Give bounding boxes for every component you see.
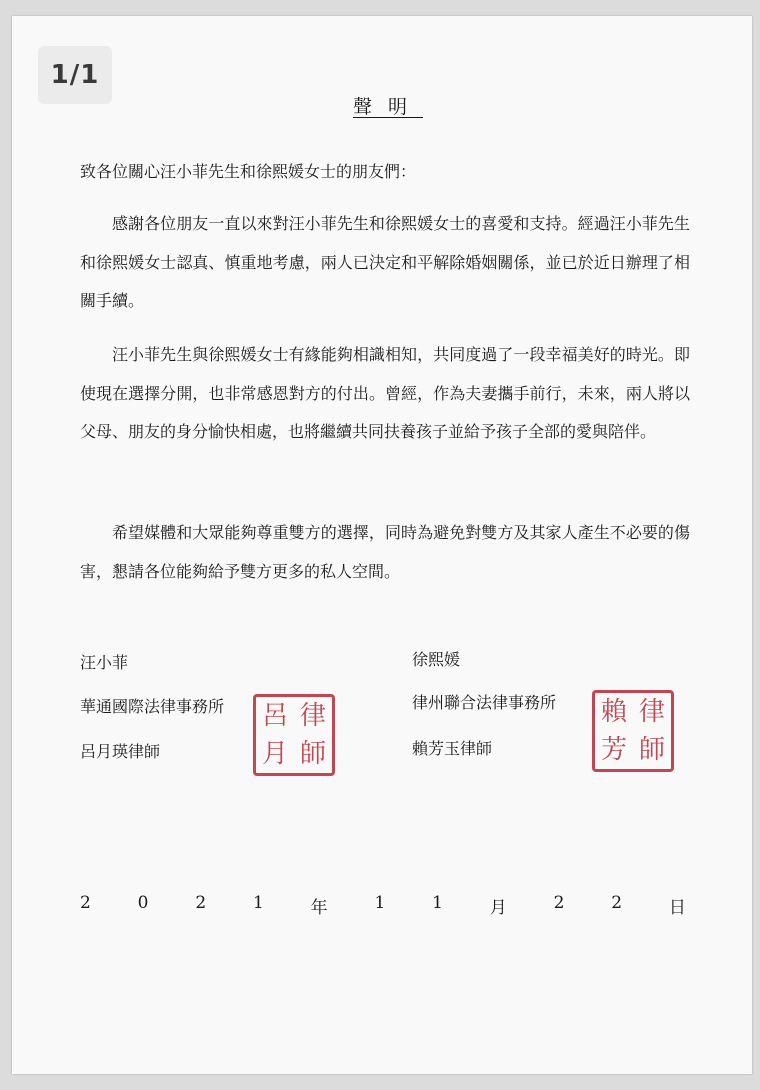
left-lawyer-seal	[253, 694, 335, 776]
paragraph-1: 感謝各位朋友一直以來對汪小菲先生和徐熙媛女士的喜愛和支持。經過汪小菲先生和徐熙媛女士認真、慎重地考慮，兩人已決定和平解除婚姻關係，並已於近日辦理了相關手續。	[80, 214, 690, 310]
seal-char: 律	[299, 701, 326, 731]
date-char: 2	[195, 893, 207, 913]
seal-char: 芳	[600, 735, 627, 765]
paragraph-3: 希望媒體和大眾能夠尊重雙方的選擇，同時為避免對雙方及其家人產生不必要的傷害，懇請各位能夠給予雙方更多的私人空間。	[80, 523, 690, 581]
page-counter: 1/1	[38, 46, 112, 104]
date-char: 月	[489, 898, 507, 918]
date-char: 日	[668, 898, 686, 918]
date-char: 年	[310, 898, 328, 918]
seal-char: 師	[299, 739, 326, 769]
paragraph-2: 汪小菲先生與徐熙媛女士有緣能夠相識相知，共同度過了一段幸福美好的時光。即使現在選擇分開，也非常感恩對方的付出。曾經，作為夫妻攜手前行，未來，兩人將以父母、朋友的身分愉快相處，也將繼續共同扶養孩子並給予孩子全部的愛與陪伴。	[80, 345, 690, 441]
document-title	[0, 92, 760, 119]
left-signatory-name: 汪小菲	[80, 653, 129, 672]
right-lawyer-seal	[592, 690, 674, 772]
right-signatory-name: 徐熙媛	[412, 650, 461, 669]
left-signatory-lawyer: 呂月瑛律師	[80, 742, 161, 761]
right-signatory-firm: 律州聯合法律事務所	[412, 693, 557, 712]
date-char: 0	[137, 893, 149, 913]
seal-char: 呂	[261, 701, 288, 731]
seal-char: 賴	[600, 697, 627, 727]
seal-char: 月	[261, 739, 288, 769]
seal-char: 律	[638, 697, 665, 727]
date-char: 1	[432, 893, 443, 913]
date-char: 2	[80, 893, 91, 913]
date-char: 2	[611, 893, 623, 913]
date-char: 1	[252, 893, 264, 913]
date-char: 1	[374, 893, 386, 913]
greeting: 致各位關心汪小菲先生和徐熙媛女士的朋友們：	[80, 162, 417, 181]
document-title-text: 聲明	[352, 96, 423, 118]
right-signatory-lawyer: 賴芳玉律師	[412, 739, 493, 758]
date-char: 2	[553, 893, 565, 913]
seal-char: 師	[638, 735, 665, 765]
left-signatory-firm: 華通國際法律事務所	[80, 697, 225, 716]
document-date	[80, 893, 686, 918]
